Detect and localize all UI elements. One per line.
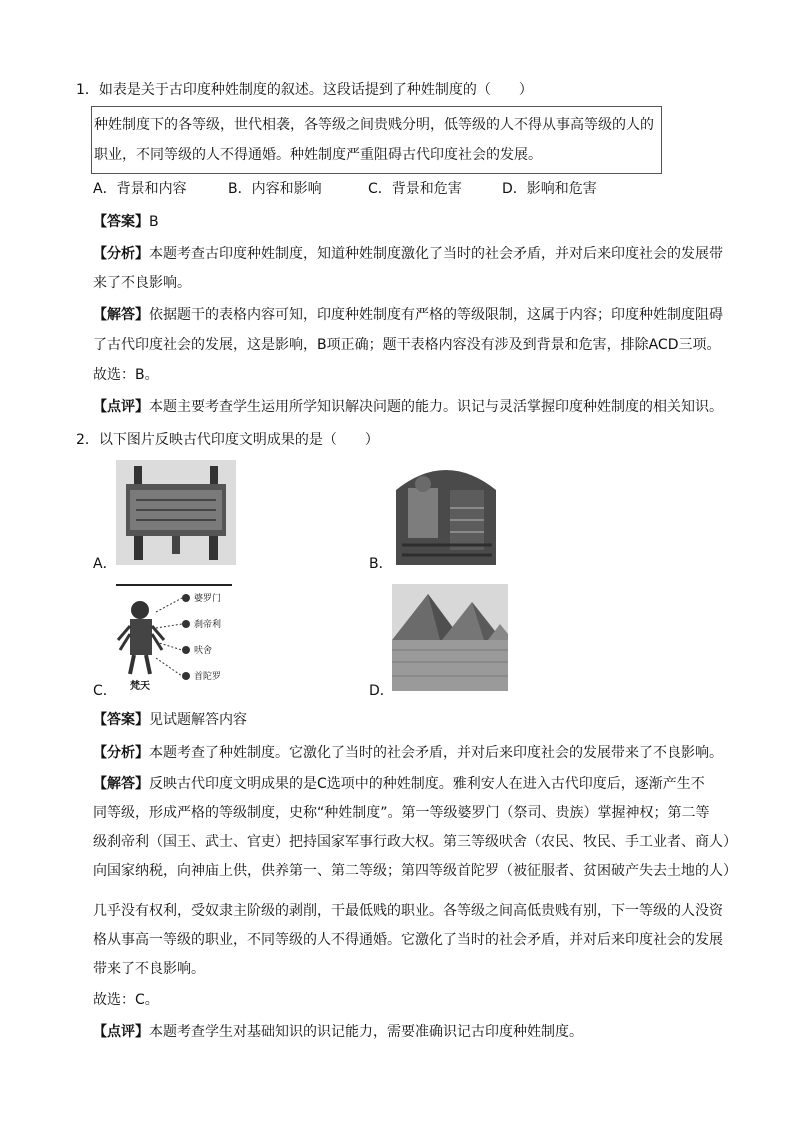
q1-box-line2: 职业，不同等级的人不得通婚。种姓制度严重阻碍古代印度社会的发展。	[94, 147, 542, 163]
comment-text: 本题考查学生对基础知识的识记能力，需要准确识记古印度种姓制度。	[149, 1024, 583, 1040]
q2-comment	[93, 1022, 583, 1042]
q1-option-a[interactable]: A．背景和内容	[93, 181, 187, 197]
answer-tag: 【答案】	[93, 214, 149, 230]
q1-option-c[interactable]: C．背景和危害	[368, 181, 462, 197]
q1-option-b[interactable]: B．内容和影响	[228, 181, 322, 197]
comment-tag: 【点评】	[93, 399, 149, 415]
q2-solution-line8: 故选：C。	[93, 992, 159, 1008]
caste-label-brahmin: 婆罗门	[194, 594, 222, 604]
q1-solution-line1	[93, 305, 723, 325]
q1-comment	[93, 397, 723, 417]
q1-answer	[93, 212, 159, 232]
solution-tag: 【解答】	[93, 776, 149, 792]
analysis-tag: 【分析】	[93, 246, 149, 262]
q2-solution-line1	[93, 774, 705, 794]
stele-relief-icon	[392, 460, 500, 565]
q2-analysis	[93, 743, 723, 763]
q2-solution-line4: 向国家纳税，向神庙上供，供养第一、第二等级；第四等级首陀罗（被征服者、贫困破产失去土地的人）	[93, 863, 737, 879]
q1-solution-line2: 了古代印度社会的发展，这是影响，B项正确；题干表格内容没有涉及到背景和危害，排除ACD三项。	[93, 337, 721, 353]
comment-text: 本题主要考查学生运用所学知识解决问题的能力。识记与灵活掌握印度种姓制度的相关知识。	[149, 399, 723, 415]
q1-analysis-line2: 来了不良影响。	[93, 275, 191, 291]
answer-text: B	[149, 214, 159, 230]
solution-text: 反映古代印度文明成果的是C选项中的种姓制度。雅利安人在进入古代印度后，逐渐产生不	[149, 776, 705, 792]
q2-stem: 2．以下图片反映古代印度文明成果的是（ ）	[76, 432, 379, 448]
q1-option-d[interactable]: D．影响和危害	[502, 181, 597, 197]
brahma-label: 梵天	[130, 681, 150, 691]
q2-solution-line3: 级刹帝利（国王、武士、官吏）把持国家军事行政大权。第三等级吠舍（农民、牧民、手工业者、商人）	[93, 834, 737, 850]
option-b-stele-image[interactable]	[392, 460, 500, 565]
option-c-caste-diagram[interactable]	[116, 584, 232, 691]
option-a-label[interactable]: A．	[93, 556, 117, 572]
pyramids-icon	[392, 584, 508, 691]
caste-label-vaishya: 吠舍	[194, 646, 213, 656]
q1-solution-line3: 故选：B。	[93, 367, 159, 383]
analysis-text: 本题考查了种姓制度。它激化了当时的社会矛盾，并对后来印度社会的发展带来了不良影响。	[149, 745, 723, 761]
analysis-tag: 【分析】	[93, 745, 149, 761]
solution-tag: 【解答】	[93, 307, 149, 323]
answer-text: 见试题解答内容	[149, 712, 247, 728]
q2-solution-line6: 格从事高一等级的职业，不同等级的人不得通婚。它激化了当时的社会矛盾，并对后来印度社会的发展	[93, 932, 723, 948]
answer-tag: 【答案】	[93, 712, 149, 728]
q2-solution-line2: 同等级，形成严格的等级制度，史称“种姓制度”。第一等级婆罗门（祭司、贵族）掌握神权；第二等	[93, 805, 710, 821]
option-b-label[interactable]: B．	[369, 556, 393, 572]
q2-solution-line5: 几乎没有权利，受奴隶主阶级的剥削，干最低贱的职业。各等级之间高低贵贱有别，下一等级的人没资	[93, 903, 723, 919]
caste-label-kshatriya: 刹帝利	[194, 620, 222, 630]
caste-label-shudra: 首陀罗	[194, 672, 222, 682]
comment-tag: 【点评】	[93, 1024, 149, 1040]
solution-text: 依据题干的表格内容可知，印度种姓制度有严格的等级限制，这属于内容；印度种姓制度阻碍	[149, 307, 723, 323]
option-a-ding-image[interactable]	[116, 460, 236, 565]
q1-stem: 1．如表是关于古印度种姓制度的叙述。这段话提到了种姓制度的（ ）	[76, 82, 533, 98]
option-c-label[interactable]: C．	[93, 683, 117, 699]
q1-box-line1: 种姓制度下的各等级，世代相袭，各等级之间贵贱分明，低等级的人不得从事高等级的人的	[94, 117, 654, 133]
option-d-label[interactable]: D．	[369, 683, 394, 699]
q2-solution-line7: 带来了不良影响。	[93, 961, 205, 977]
analysis-text: 本题考查古印度种姓制度，知道种姓制度激化了当时的社会矛盾，并对后来印度社会的发展带	[149, 246, 723, 262]
bronze-ding-icon	[116, 460, 236, 565]
q1-analysis-line1	[93, 244, 723, 264]
option-d-pyramids-image[interactable]	[392, 584, 508, 691]
q2-answer	[93, 710, 247, 730]
